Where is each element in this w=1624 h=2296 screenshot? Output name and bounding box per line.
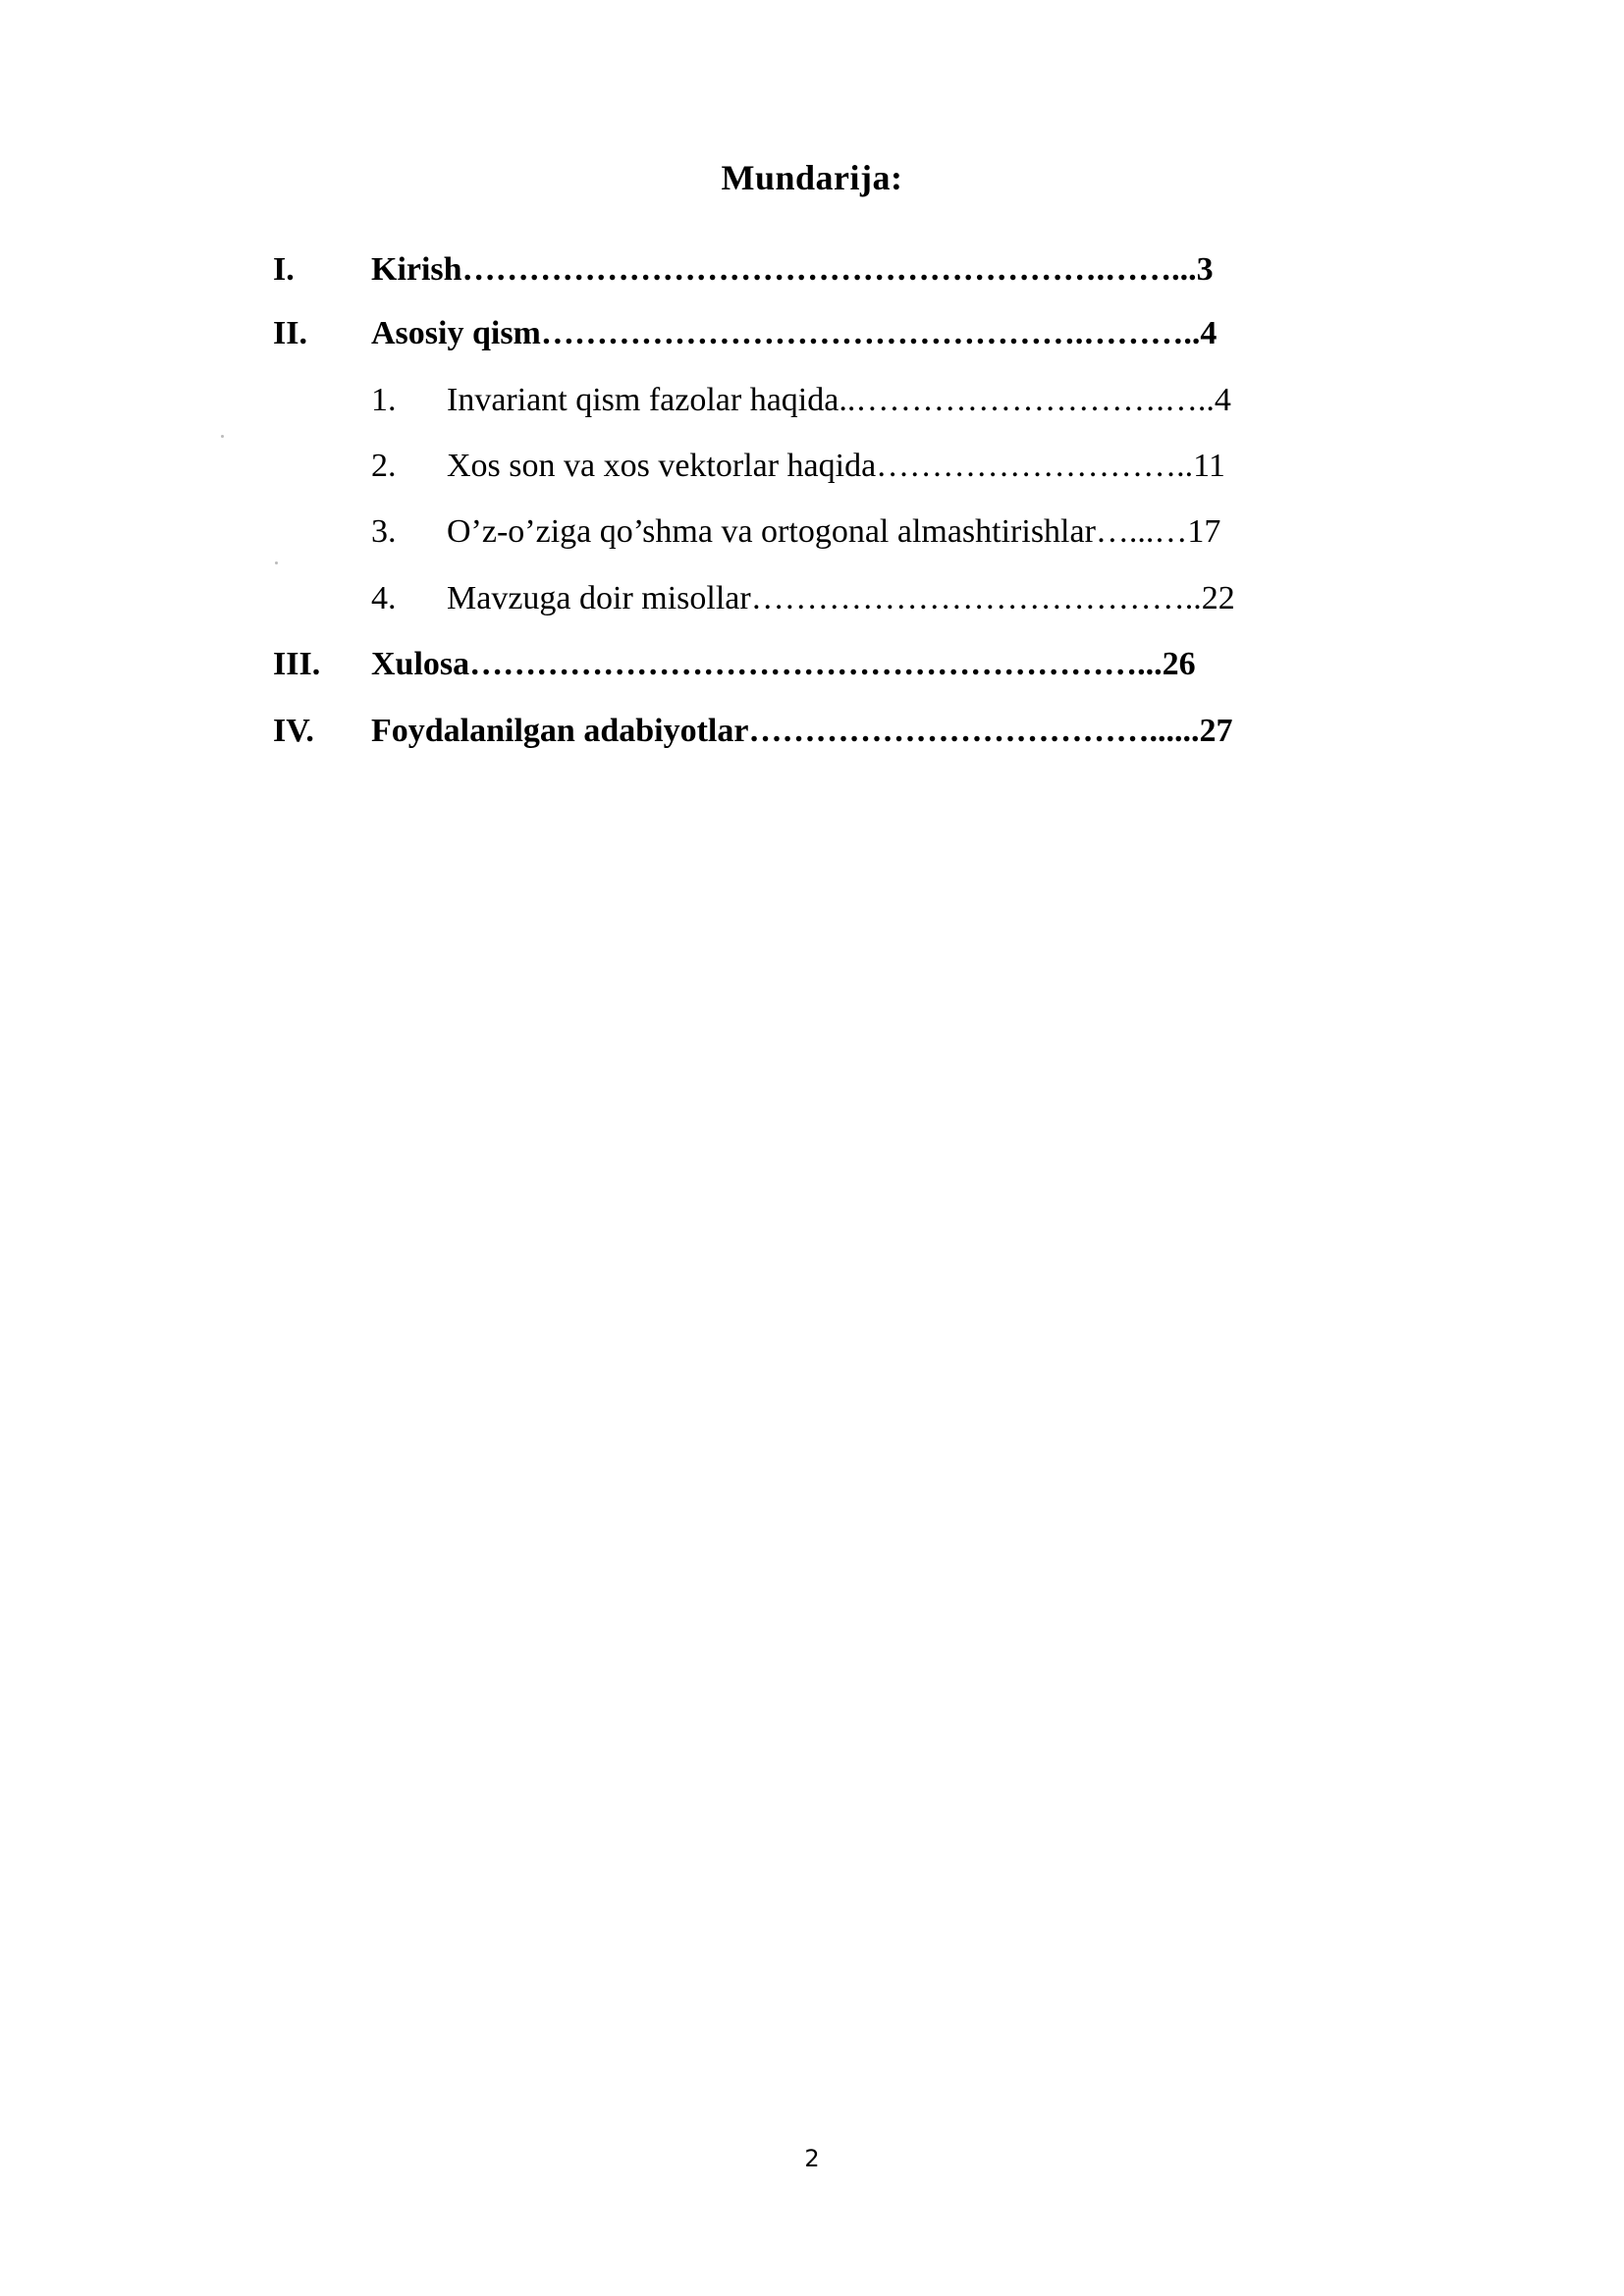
toc-entry-text: Xos son va xos vektorlar haqida………………………..11 bbox=[447, 448, 1225, 484]
page-number: 2 bbox=[804, 2145, 820, 2172]
toc-entry-text: Invariant qism fazolar haqida..……………………….…..4 bbox=[447, 382, 1231, 418]
toc-entry-number: 4. bbox=[371, 580, 397, 616]
toc-entry-text: Xulosa……………………………………………………...26 bbox=[371, 646, 1196, 682]
toc-entry-number: 3. bbox=[371, 513, 397, 550]
toc-entry-number: III. bbox=[273, 646, 321, 682]
toc-entry-text: Foydalanilgan adabiyotlar………………………………......27 bbox=[371, 713, 1233, 749]
toc-entry-number: II. bbox=[273, 315, 307, 351]
scan-speck bbox=[275, 561, 278, 564]
toc-entry-number: IV. bbox=[273, 713, 314, 749]
toc-entry-text: Kirish………………………………………………….……...3 bbox=[371, 251, 1214, 288]
toc-entry-text: Mavzuga doir misollar…………………………………..22 bbox=[447, 580, 1235, 616]
toc-entry-number: 2. bbox=[371, 448, 397, 484]
toc-entry-text: Asosiy qism………………………………………….………..4 bbox=[371, 315, 1218, 351]
scan-speck bbox=[221, 435, 224, 438]
toc-entry-text: O’z-o’ziga qo’shma va ortogonal almashtirishlar…...…17 bbox=[447, 513, 1221, 550]
toc-entry-number: I. bbox=[273, 251, 295, 288]
toc-entry-number: 1. bbox=[371, 382, 397, 418]
page-title: Mundarija: bbox=[721, 158, 903, 197]
